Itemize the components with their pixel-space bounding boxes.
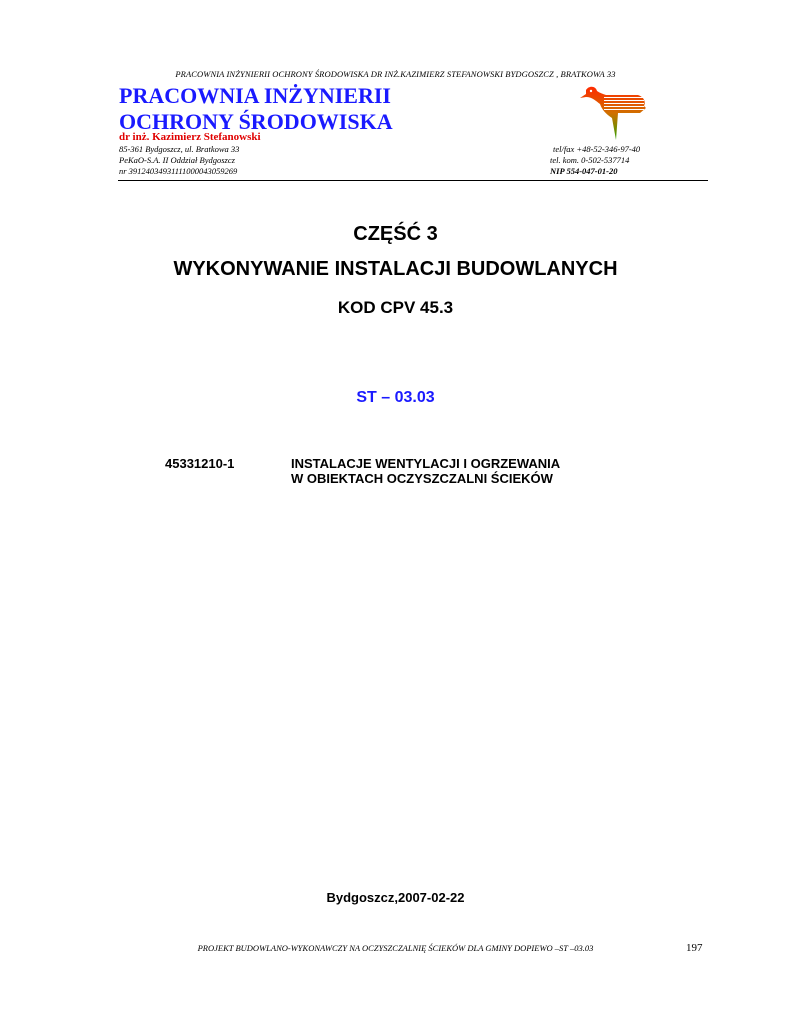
st-code: ST – 03.03 xyxy=(356,389,435,406)
item-description-line1: INSTALACJE WENTYLACJI I OGRZEWANIA xyxy=(291,456,561,471)
address-line: 85-361 Bydgoszcz, ul. Bratkowa 33 xyxy=(119,144,240,154)
telfax-line: tel/fax +48-52-346-97-40 xyxy=(553,144,641,154)
duck-eye xyxy=(590,90,592,92)
account-line: nr 39124034931111000043059269 xyxy=(119,166,238,176)
header-top-line: PRACOWNIA INŻYNIERII OCHRONY ŚRODOWISKA DR INŻ.KAZIMIERZ STEFANOWSKI BYDGOSZCZ , BRATKOWA 33 xyxy=(175,69,616,79)
item-description-line2: W OBIEKTACH OCZYSZCZALNI ŚCIEKÓW xyxy=(291,471,553,486)
bank-line: PeKaO-S.A. II Oddział Bydgoszcz xyxy=(119,155,235,165)
org-name-line1: PRACOWNIA INŻYNIERII xyxy=(119,83,391,108)
place-date: Bydgoszcz,2007-02-22 xyxy=(326,890,465,905)
cpv-code: KOD CPV 45.3 xyxy=(337,298,454,317)
item-code: 45331210-1 xyxy=(165,456,235,471)
document-title: WYKONYWANIE INSTALACJI BUDOWLANYCH xyxy=(173,258,618,280)
header-divider xyxy=(118,180,708,181)
org-name-line2: OCHRONY ŚRODOWISKA xyxy=(119,109,393,134)
page-number: 197 xyxy=(686,942,703,954)
part-heading: CZĘŚĆ 3 xyxy=(353,223,438,245)
duck-body xyxy=(580,87,646,140)
author-name: dr inż. Kazimierz Stefanowski xyxy=(119,131,261,143)
footer-project: PROJEKT BUDOWLANO-WYKONAWCZY NA OCZYSZCZALNIĘ ŚCIEKÓW DLA GMINY DOPIEWO –ST –03.03 xyxy=(197,943,594,953)
nip-line: NIP 554-047-01-20 xyxy=(550,166,618,176)
duck-logo-icon xyxy=(572,80,652,142)
mobile-line: tel. kom. 0-502-537714 xyxy=(550,155,630,165)
